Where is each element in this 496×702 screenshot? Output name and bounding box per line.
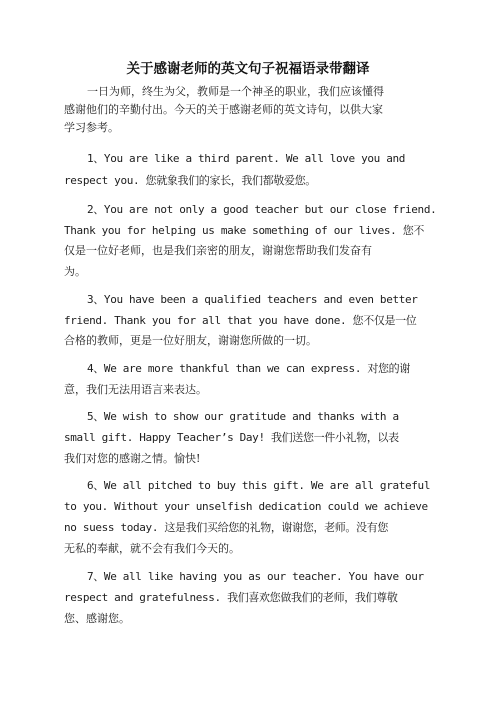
intro-line-3: 学习参考。 [64, 121, 119, 134]
item-3-line-1: 3、You have been a qualified teachers and even better [87, 293, 418, 306]
document-title: 关于感谢老师的英文句子祝福语录带翻译 [126, 61, 370, 77]
item-5-line-2: small gift. Happy Teacher’s Day! 我们送您一件小礼物，以表 [64, 431, 399, 444]
item-6-line-1: 6、We all pitched to buy this gift. We are all grateful [87, 479, 431, 492]
item-2-line-2: Thank you for helping us make something of our lives. 您不 [64, 224, 425, 237]
intro-line-1: 一日为师，终生为父，教师是一个神圣的职业，我们应该懂得 [87, 85, 384, 98]
item-5-line-1: 5、We wish to show our gratitude and thanks with a [87, 410, 399, 423]
item-1-line-1: 1、You are like a third parent. We all love you and [87, 152, 406, 165]
item-6-line-3: no suess today. 这是我们买给您的礼物，谢谢您，老师。没有您 [64, 521, 389, 534]
item-7-line-2: respect and gratefulness. 我们喜欢您做我们的老师，我们尊敬 [64, 591, 398, 604]
item-7-line-1: 7、We all like having you as our teacher. You have our [87, 570, 424, 583]
item-6-line-4: 无私的奉献，就不会有我们今天的。 [64, 542, 240, 555]
item-2-line-4: 为。 [64, 265, 86, 278]
item-3-line-2: friend. Thank you for all that you have done. 您不仅是一位 [64, 314, 417, 327]
intro-line-2: 感谢他们的辛勤付出。今天的关于感谢老师的英文诗句，以供大家 [64, 103, 383, 116]
item-7-line-3: 您、感谢您。 [64, 612, 130, 625]
item-2-line-3: 仅是一位好老师，也是我们亲密的朋友，谢谢您帮助我们发奋有 [64, 244, 372, 257]
item-6-line-2: to you. Without your unselfish dedication could we achieve [64, 500, 428, 513]
item-3-line-3: 合格的教师，更是一位好朋友，谢谢您所做的一切。 [64, 334, 317, 347]
item-4-line-1: 4、We are more thankful than we can express. 对您的谢 [87, 362, 410, 375]
item-2-line-1: 2、You are not only a good teacher but our close friend. [87, 203, 437, 216]
item-4-line-2: 意，我们无法用语言来表达。 [64, 383, 207, 396]
item-5-line-3: 我们对您的感谢之情。愉快! [64, 452, 201, 465]
item-1-line-2: respect you. 您就象我们的家长，我们都敬爱您。 [64, 174, 316, 187]
